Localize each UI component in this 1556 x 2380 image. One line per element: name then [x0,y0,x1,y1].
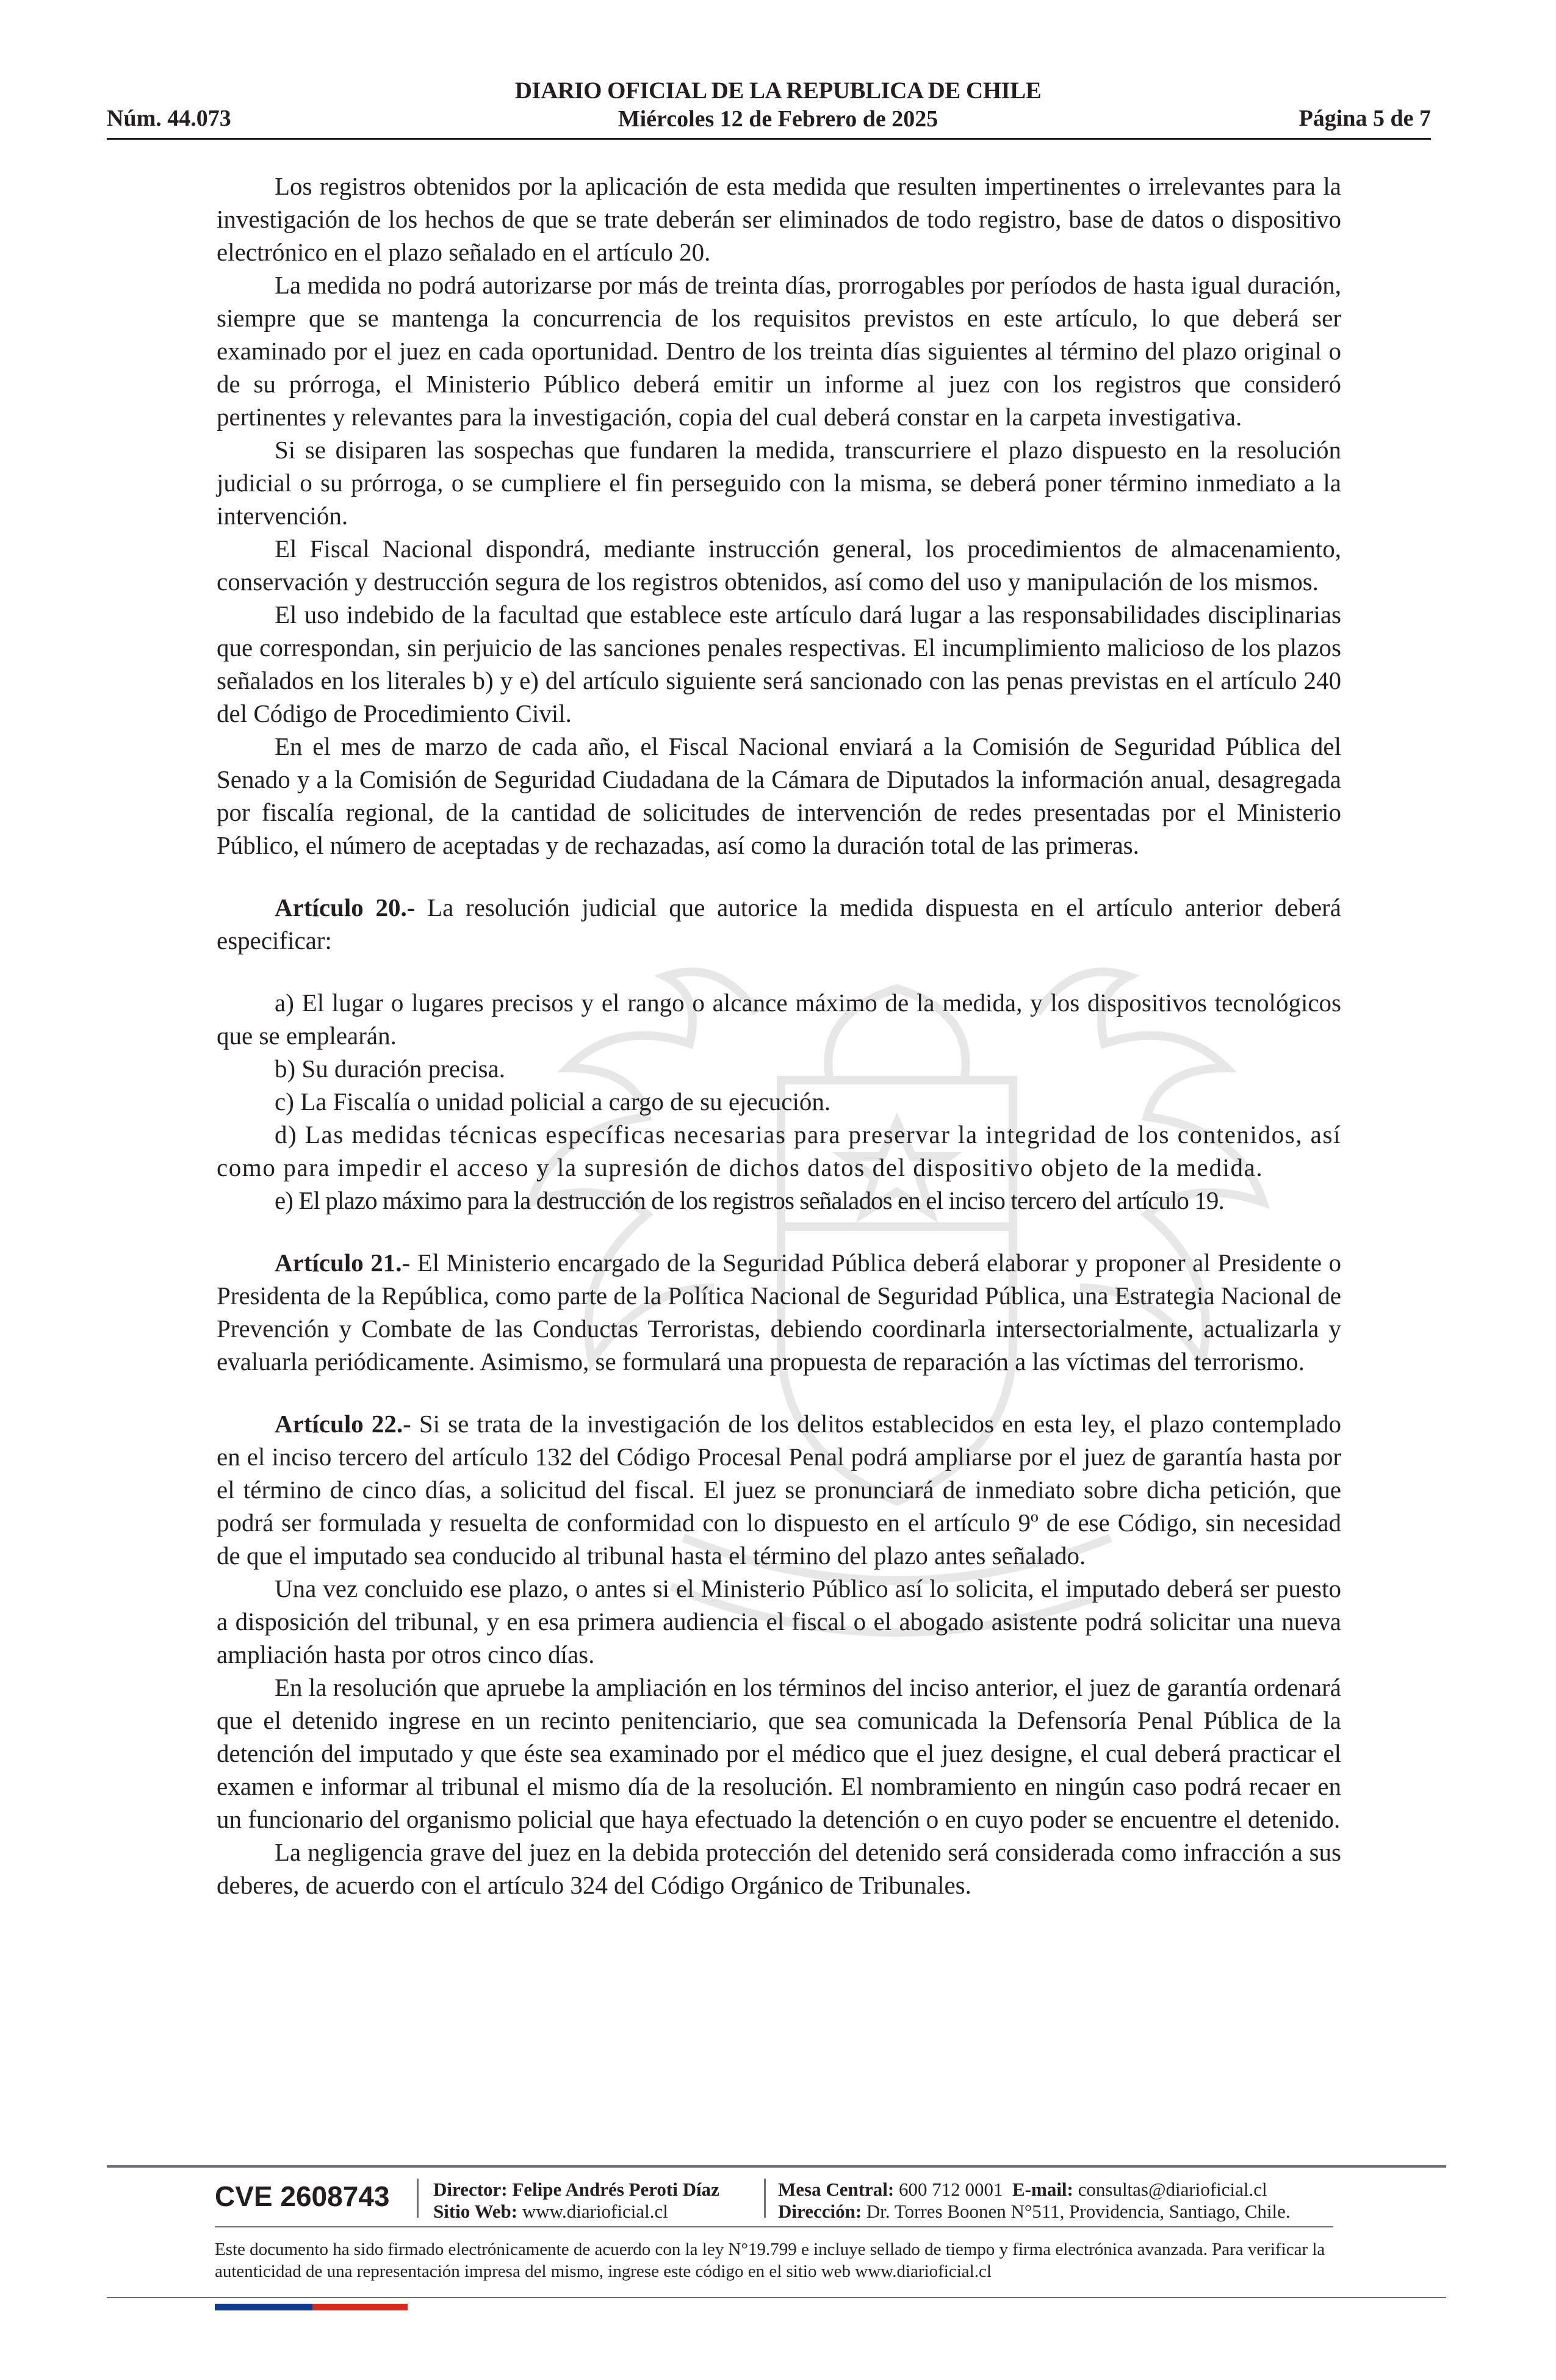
paragraph: La medida no podrá autorizarse por más de treinta días, prorrogables por períodos de hasta igual duración, siempre que se mantenga la concurrencia de los requisitos previstos en este artículo, lo que deberá ser examinado por el juez en cada oportunidad. Dentro de los treinta días siguientes al término del plazo original o de su prórroga, el Ministerio Público deberá emitir un informe al juez con los registros que consideró pertinentes y relevantes para la investigación, copia del cual deberá constar en la carpeta investigativa. [217,271,1341,431]
cve-code: CVE 2608743 [215,2180,390,2212]
paragraph: En la resolución que apruebe la ampliación en los términos del inciso anterior, el juez de garantía ordenará que el detenido ingrese en un recinto penitenciario, que sea comunicada la Defensoría Penal Pública de la detención del imputado y que éste sea examinado por el médico que el juez designe, el cual deberá practicar el examen e informar al tribunal el mismo día de la resolución. El nombramiento en ningún caso podrá recaer en un funcionario del organismo policial que haya efectuado la detención o en cuyo poder se encuentre el detenido. [217,1673,1341,1833]
page-indicator: Página 5 de 7 [1298,106,1431,131]
website-link[interactable]: www.diarioficial.cl [522,2201,668,2222]
publication-header [381,77,1175,133]
contact-line [778,2179,1291,2201]
footer-divider [107,2165,1446,2168]
address-label: Dirección: [778,2201,862,2222]
paragraph: Si se disiparen las sospechas que fundaren la medida, transcurriere el plazo dispuesto en la resolución judicial o su prórroga, o se cumpliere el fin perseguido con la misma, se deberá poner término inmediato a la intervención. [217,436,1341,530]
footer-divider [107,2297,1446,2298]
email-link[interactable]: consultas@diarioficial.cl [1078,2179,1267,2200]
website-label: Sitio Web: [433,2201,518,2222]
article-heading: Artículo 20.- [275,893,416,921]
signature-note: Este documento ha sido firmado electrónicamente de acuerdo con la ley N°19.799 e incluye sellado de tiempo y firma electrónica avanzada. Para verificar la autenticidad de una representación impresa del mismo, ingrese este código en el sitio web www.diarioficial.cl [215,2240,1325,2281]
list-item: e) El plazo máximo para la destrucción de los registros señalados en el inciso tercero del artículo 19. [275,1186,1224,1214]
article-22 [217,1407,1341,1572]
phone-number: 600 712 0001 [899,2179,1003,2200]
list-item: d) Las medidas técnicas específicas necesarias para preservar la integridad de los contenidos, así como para impedir el acceso y la supresión de dichos datos del dispositivo objeto de la medida. [217,1120,1341,1181]
footer-divider [215,2226,1333,2227]
list-item: c) La Fiscalía o unidad policial a cargo de su ejecución. [275,1087,831,1116]
director-label: Director: [433,2179,508,2200]
footer-separator [417,2179,419,2218]
document-body [217,170,1341,1902]
article-heading: Artículo 22.- [275,1410,411,1438]
address-line [778,2201,1291,2223]
paragraph: Los registros obtenidos por la aplicación de esta medida que resulten impertinentes o irrelevantes para la investigación de los hechos de que se trate deberán ser eliminados de todo registro, base de datos o dispositivo electrónico en el plazo señalado en el artículo 20. [217,172,1341,266]
director-name: Felipe Andrés Peroti Díaz [512,2179,719,2200]
article-text: Si se trata de la investigación de los delitos establecidos en esta ley, el plazo contemplado en el inciso tercero del artículo 132 del Código Procesal Penal podrá ampliarse por el juez de garantía hasta por el término de cinco días, a solicitud del fiscal. El juez se pronunciará de inmediato sobre dicha petición, que podrá ser formulada y resuelta de conformidad con lo dispuesto en el artículo 9º de ese Código, sin necesidad de que el imputado sea conducido al tribunal hasta el término del plazo antes señalado. [217,1410,1341,1570]
flag-stripe-red [312,2304,408,2310]
publication-date: Miércoles 12 de Febrero de 2025 [618,106,938,132]
article-20 [217,891,1341,957]
header-divider [107,138,1431,140]
list-item: a) El lugar o lugares precisos y el rango o alcance máximo de la medida, y los dispositivos tecnológicos que se emplearán. [217,989,1341,1050]
article-heading: Artículo 21.- [275,1249,411,1277]
article-text: La resolución judicial que autorice la medida dispuesta en el artículo anterior deberá especificar: [217,893,1342,954]
article-21 [217,1246,1341,1378]
phone-label: Mesa Central: [778,2179,895,2200]
director-line [433,2179,719,2201]
footer-separator [764,2179,766,2218]
footer-contact-block [778,2179,1291,2223]
website-line [433,2201,719,2223]
paragraph: La negligencia grave del juez en la debida protección del detenido será considerada como infracción a sus deberes, de acuerdo con el artículo 324 del Código Orgánico de Tribunales. [217,1838,1341,1899]
flag-stripe-blue [215,2304,312,2310]
paragraph: Una vez concluido ese plazo, o antes si el Ministerio Público así lo solicita, el imputado deberá ser puesto a disposición del tribunal, y en esa primera audiencia el fiscal o el abogado asistente podrá solicitar una nueva ampliación hasta por otros cinco días. [217,1574,1341,1668]
publication-title: DIARIO OFICIAL DE LA REPUBLICA DE CHILE [514,78,1042,104]
paragraph: El Fiscal Nacional dispondrá, mediante instrucción general, los procedimientos de almacenamiento, conservación y destrucción segura de los registros obtenidos, así como del uso y manipulación de los mismos. [217,535,1341,596]
address-text: Dr. Torres Boonen N°511, Providencia, Santiago, Chile. [866,2201,1291,2222]
paragraph: El uso indebido de la facultad que establece este artículo dará lugar a las responsabilidades disciplinarias que correspondan, sin perjuicio de las sanciones penales respectivas. El incumplimiento malicioso de los plazos señalados en los literales b) y e) del artículo siguiente será sancionado con las penas previstas en el artículo 240 del Código de Procedimiento Civil. [217,600,1341,727]
footer-director-block [433,2179,719,2223]
list-item: b) Su duración precisa. [275,1055,505,1083]
paragraph: En el mes de marzo de cada año, el Fiscal Nacional enviará a la Comisión de Seguridad Pública del Senado y a la Comisión de Seguridad Ciudadana de la Cámara de Diputados la información anual, desagregada por fiscalía regional, de la cantidad de solicitudes de intervención de redes presentadas por el Ministerio Público, el número de aceptadas y de rechazadas, así como la duración total de las primeras. [217,732,1341,859]
article-text: El Ministerio encargado de la Seguridad Pública deberá elaborar y proponer al Presidente o Presidenta de la República, como parte de la Política Nacional de Seguridad Pública, una Estrategia Nacional de Prevención y Combate de las Conductas Terroristas, debiendo coordinarla intersectorialmente, actualizarla y evaluarla periódicamente. Asimismo, se formulará una propuesta de reparación a las víctimas del terrorismo. [217,1249,1341,1376]
email-label: E-mail: [1012,2179,1073,2200]
issue-number: Núm. 44.073 [107,106,231,131]
